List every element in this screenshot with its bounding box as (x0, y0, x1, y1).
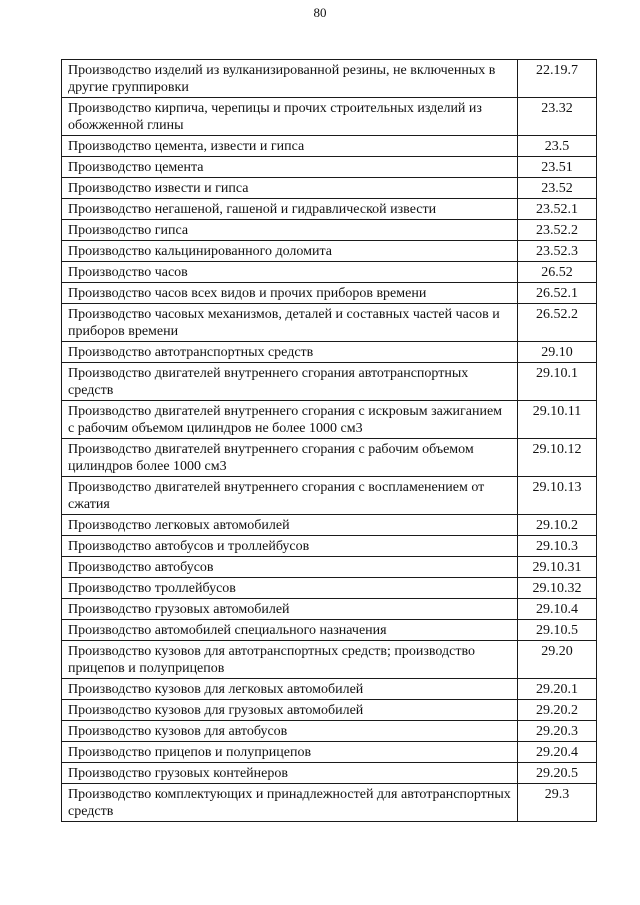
table-row (62, 763, 597, 784)
table-body (62, 60, 597, 822)
activity-code-cell: 23.5 (518, 136, 597, 157)
activity-name-cell: Производство часов всех видов и прочих приборов времени (62, 283, 518, 304)
activity-code-cell: 29.20.4 (518, 742, 597, 763)
table-row (62, 262, 597, 283)
activity-name-cell: Производство кузовов для грузовых автомобилей (62, 700, 518, 721)
activity-code-cell: 22.19.7 (518, 60, 597, 98)
activity-code-cell: 23.52.1 (518, 199, 597, 220)
activity-name-cell: Производство кузовов для автобусов (62, 721, 518, 742)
table-row (62, 283, 597, 304)
activity-name-cell: Производство автобусов (62, 557, 518, 578)
table-row (62, 220, 597, 241)
table-row (62, 784, 597, 822)
activity-name-cell: Производство комплектующих и принадлежностей для автотранспортных средств (62, 784, 518, 822)
activity-code-cell: 29.10.11 (518, 401, 597, 439)
table-row (62, 178, 597, 199)
activity-code-cell: 23.32 (518, 98, 597, 136)
activity-name-cell: Производство автобусов и троллейбусов (62, 536, 518, 557)
table-row (62, 342, 597, 363)
activity-name-cell: Производство кузовов для автотранспортных средств; производство прицепов и полуприцепов (62, 641, 518, 679)
activity-name-cell: Производство троллейбусов (62, 578, 518, 599)
activity-code-cell: 23.52.2 (518, 220, 597, 241)
activity-name-cell: Производство гипса (62, 220, 518, 241)
table-row (62, 515, 597, 536)
activity-code-cell: 29.10.1 (518, 363, 597, 401)
activity-name-cell: Производство кузовов для легковых автомобилей (62, 679, 518, 700)
table-row (62, 536, 597, 557)
table-row (62, 721, 597, 742)
activity-name-cell: Производство часов (62, 262, 518, 283)
activity-code-cell: 29.20 (518, 641, 597, 679)
activity-name-cell: Производство прицепов и полуприцепов (62, 742, 518, 763)
table-row (62, 241, 597, 262)
activity-name-cell: Производство часовых механизмов, деталей и составных частей часов и приборов времени (62, 304, 518, 342)
activity-code-cell: 29.10.13 (518, 477, 597, 515)
table-row (62, 679, 597, 700)
activity-code-cell: 23.52.3 (518, 241, 597, 262)
activity-code-cell: 29.10.4 (518, 599, 597, 620)
table-row (62, 363, 597, 401)
activity-name-cell: Производство грузовых автомобилей (62, 599, 518, 620)
activity-code-cell: 29.20.5 (518, 763, 597, 784)
table-row (62, 620, 597, 641)
activity-name-cell: Производство автотранспортных средств (62, 342, 518, 363)
activity-name-cell: Производство грузовых контейнеров (62, 763, 518, 784)
activity-code-cell: 26.52 (518, 262, 597, 283)
activity-code-cell: 29.10.3 (518, 536, 597, 557)
table-row (62, 641, 597, 679)
activity-codes-table (61, 59, 597, 822)
activity-name-cell: Производство двигателей внутреннего сгорания автотранспортных средств (62, 363, 518, 401)
activity-code-cell: 26.52.1 (518, 283, 597, 304)
activity-code-cell: 29.20.1 (518, 679, 597, 700)
activity-code-cell: 23.51 (518, 157, 597, 178)
activity-name-cell: Производство кирпича, черепицы и прочих строительных изделий из обожженной глины (62, 98, 518, 136)
table-row (62, 98, 597, 136)
table-row (62, 557, 597, 578)
activity-code-cell: 29.10 (518, 342, 597, 363)
table-row (62, 60, 597, 98)
table-row (62, 136, 597, 157)
activity-code-cell: 29.10.32 (518, 578, 597, 599)
activity-code-cell: 29.10.31 (518, 557, 597, 578)
activity-name-cell: Производство изделий из вулканизированной резины, не включенных в другие группировки (62, 60, 518, 98)
activity-code-cell: 26.52.2 (518, 304, 597, 342)
activity-name-cell: Производство автомобилей специального назначения (62, 620, 518, 641)
page-number: 80 (313, 5, 327, 20)
activity-name-cell: Производство двигателей внутреннего сгорания с воспламенением от сжатия (62, 477, 518, 515)
activity-name-cell: Производство кальцинированного доломита (62, 241, 518, 262)
activity-code-cell: 29.20.3 (518, 721, 597, 742)
table-row (62, 742, 597, 763)
table-row (62, 157, 597, 178)
activity-code-cell: 29.3 (518, 784, 597, 822)
activity-name-cell: Производство двигателей внутреннего сгорания с рабочим объемом цилиндров более 1000 см3 (62, 439, 518, 477)
activity-code-cell: 23.52 (518, 178, 597, 199)
activity-code-cell: 29.10.12 (518, 439, 597, 477)
table-row (62, 199, 597, 220)
activity-name-cell: Производство негашеной, гашеной и гидравлической извести (62, 199, 518, 220)
table-row (62, 401, 597, 439)
activity-name-cell: Производство цемента, извести и гипса (62, 136, 518, 157)
activity-code-cell: 29.20.2 (518, 700, 597, 721)
table-row (62, 578, 597, 599)
activity-code-cell: 29.10.5 (518, 620, 597, 641)
table-row (62, 700, 597, 721)
activity-name-cell: Производство извести и гипса (62, 178, 518, 199)
table-row (62, 304, 597, 342)
activity-name-cell: Производство двигателей внутреннего сгорания с искровым зажиганием с рабочим объемом цилиндров не более 1000 см3 (62, 401, 518, 439)
activity-code-cell: 29.10.2 (518, 515, 597, 536)
table-row (62, 439, 597, 477)
table-row (62, 477, 597, 515)
activity-name-cell: Производство легковых автомобилей (62, 515, 518, 536)
activity-name-cell: Производство цемента (62, 157, 518, 178)
table-row (62, 599, 597, 620)
